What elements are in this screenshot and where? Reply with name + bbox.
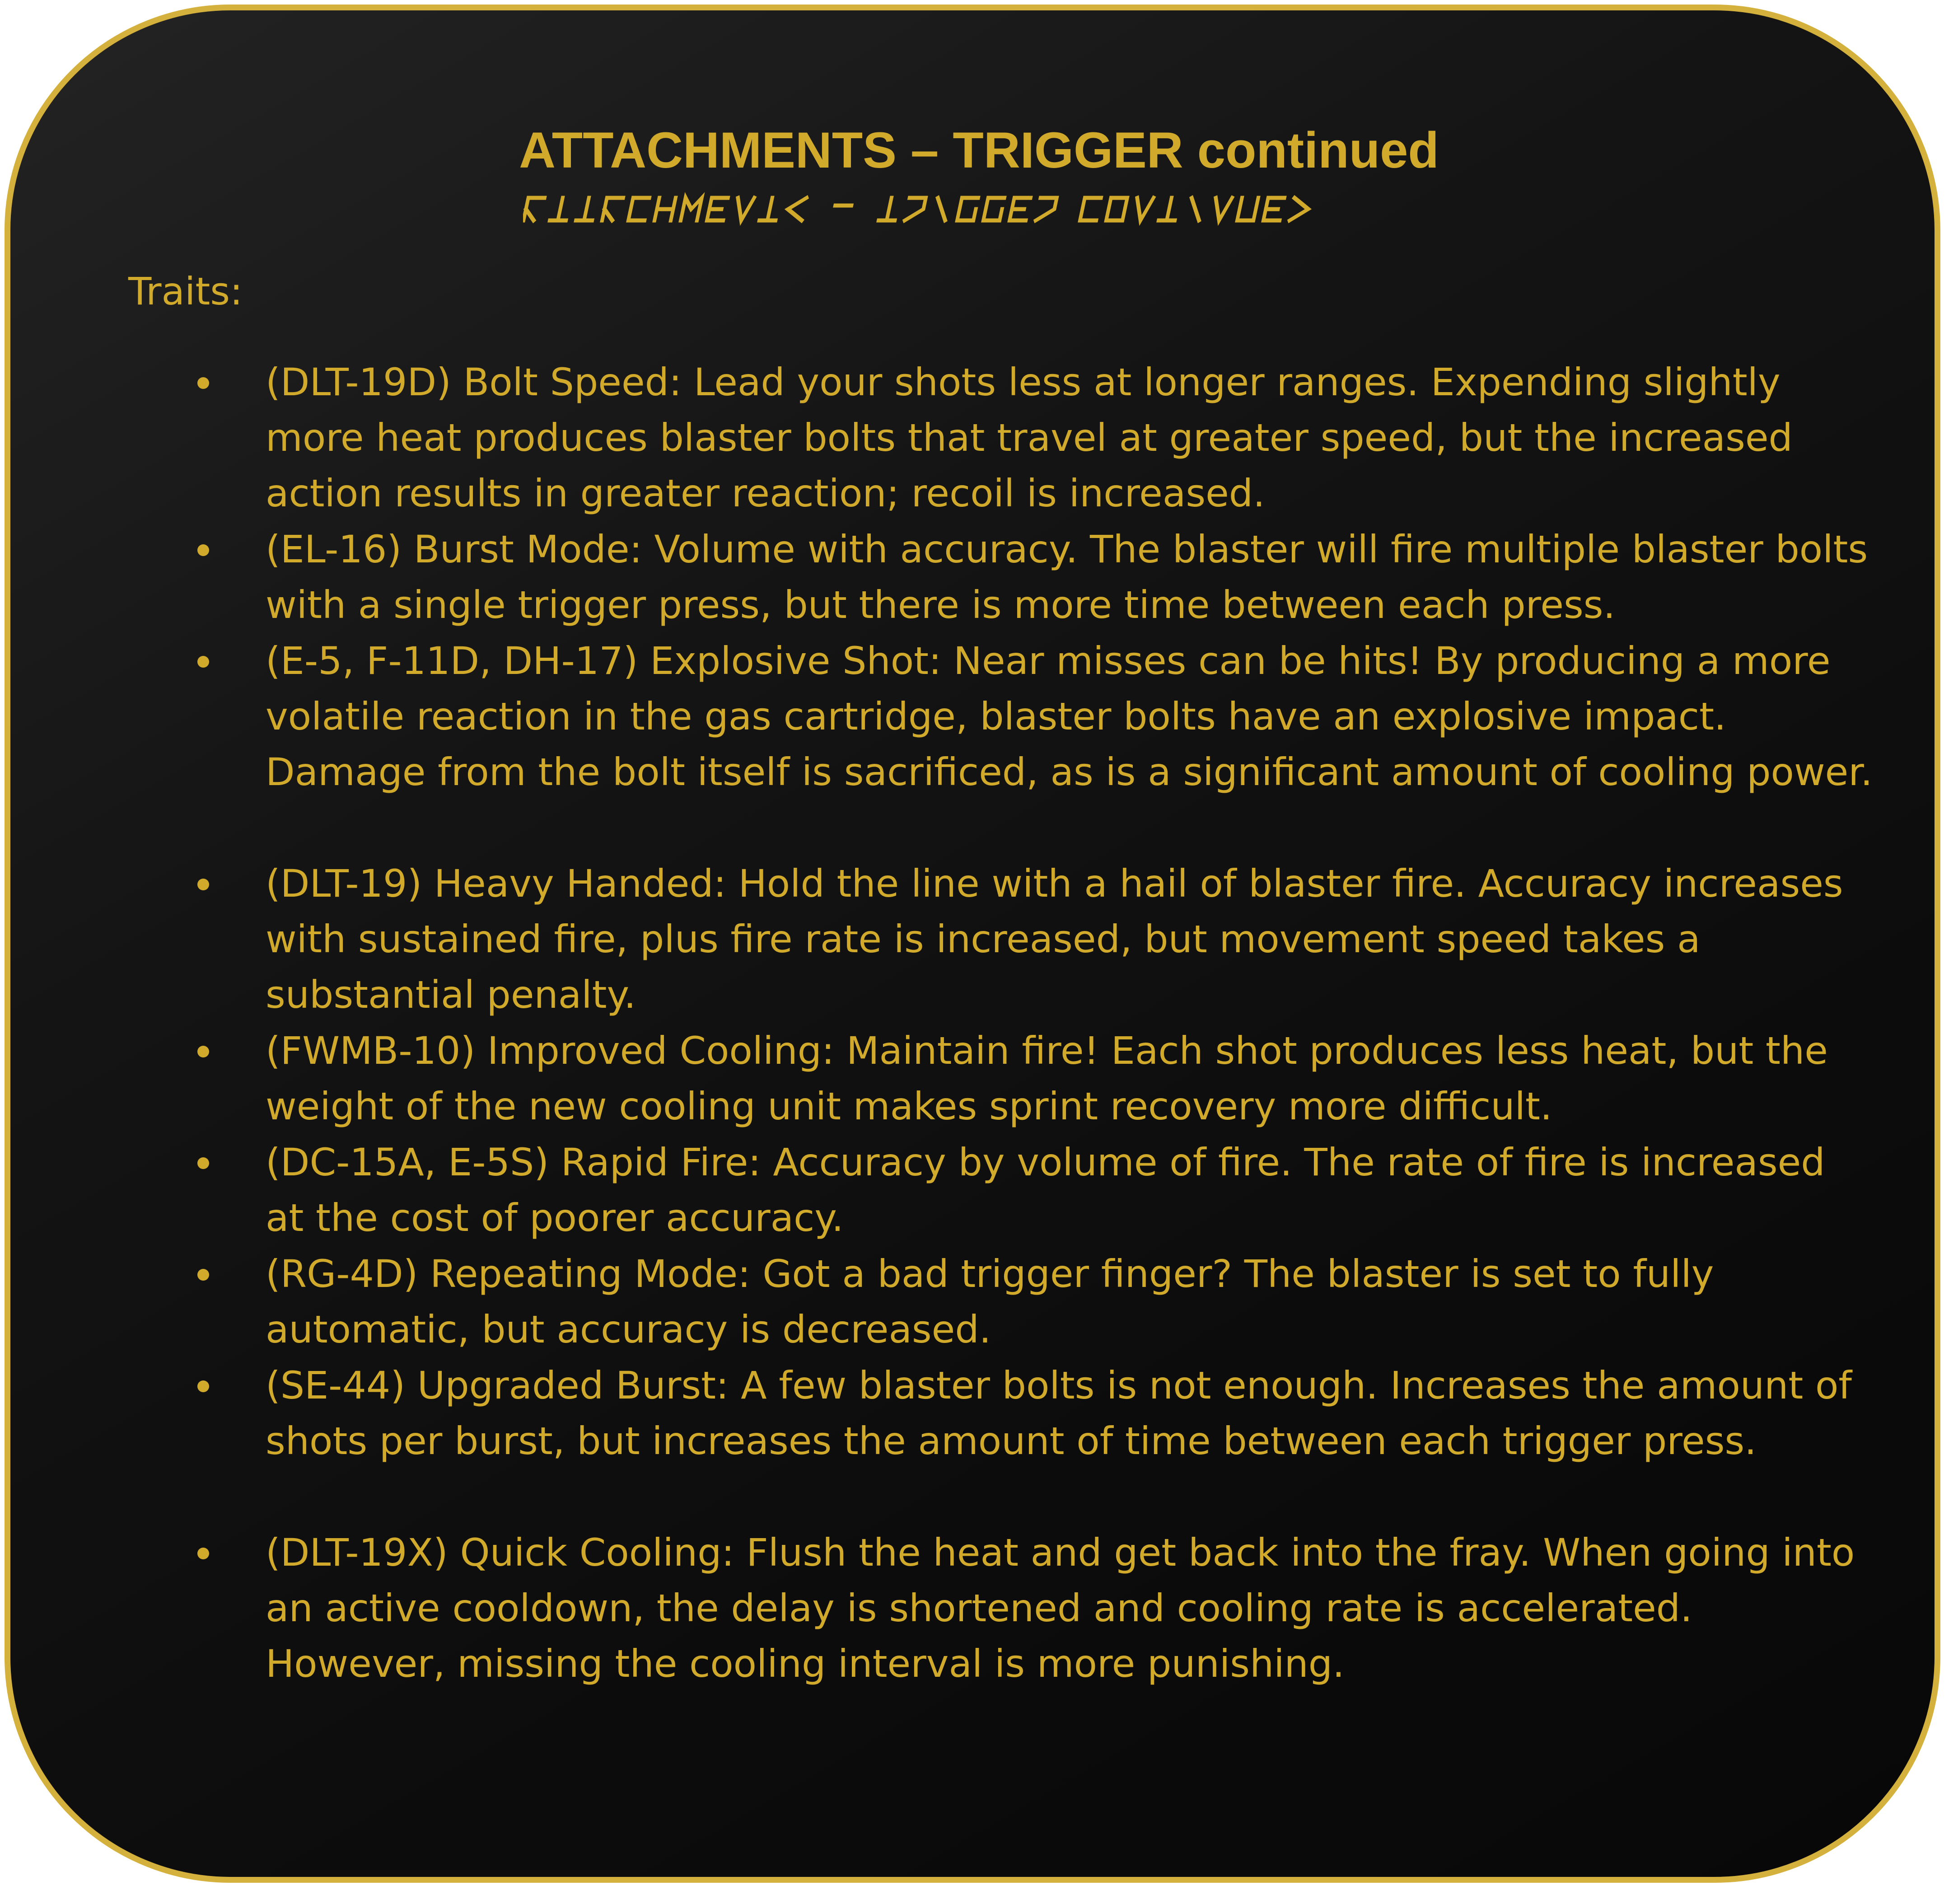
traits-label: Traits:: [128, 269, 243, 313]
bullet-icon: [197, 1548, 209, 1559]
trait-text: (E-5, F-11D, DH-17) Explosive Shot: Near misses can be hits! By producing a more volatile reaction in the gas cartridge, blaster bolts have an explosive impact. Damage from the bolt itself is sacrificed, as is a significant amount of cooling power.: [266, 639, 1873, 794]
trait-text: (RG-4D) Repeating Mode: Got a bad trigger finger? The blaster is set to fully automatic, but accuracy is decreased.: [266, 1252, 1714, 1352]
bullet-icon: [197, 377, 209, 389]
bullet-icon: [197, 1269, 209, 1281]
trait-text: (FWMB-10) Improved Cooling: Maintain fire! Each shot produces less heat, but the weight of the new cooling unit makes sprint recovery more difficult.: [266, 1029, 1828, 1128]
trait-text: (DLT-19D) Bolt Speed: Lead your shots less at longer ranges. Expending slightly more heat produces blaster bolts that travel at greater speed, but the increased action results in greater reaction; recoil is increased.: [266, 360, 1793, 515]
trait-text: (DLT-19) Heavy Handed: Hold the line with a hail of blaster fire. Accuracy increases with sustained fire, plus fire rate is increased, but movement speed takes a substantial penalty.: [266, 861, 1843, 1017]
bullet-icon: [197, 544, 209, 556]
bullet-icon: [197, 1157, 209, 1169]
bullet-icon: [197, 1046, 209, 1057]
card-title: ATTACHMENTS – TRIGGER continued: [519, 122, 1439, 178]
trait-text: (DLT-19X) Quick Cooling: Flush the heat and get back into the fray. When going into an active cooldown, the delay is shortened and cooling rate is accelerated. However, missing the cooling interval is more punishing.: [266, 1530, 1855, 1686]
bullet-icon: [197, 1380, 209, 1392]
bullet-icon: [197, 656, 209, 668]
trait-text: (EL-16) Burst Mode: Volume with accuracy. The blaster will fire multiple blaster bolts with a single trigger press, but there is more time between each press.: [266, 527, 1868, 627]
trait-text: (SE-44) Upgraded Burst: A few blaster bolts is not enough. Increases the amount of shots per burst, but increases the amount of time between each trigger press.: [266, 1363, 1852, 1463]
trait-text: (DC-15A, E-5S) Rapid Fire: Accuracy by volume of fire. The rate of fire is increased at the cost of poorer accuracy.: [266, 1140, 1825, 1240]
bullet-icon: [197, 879, 209, 890]
